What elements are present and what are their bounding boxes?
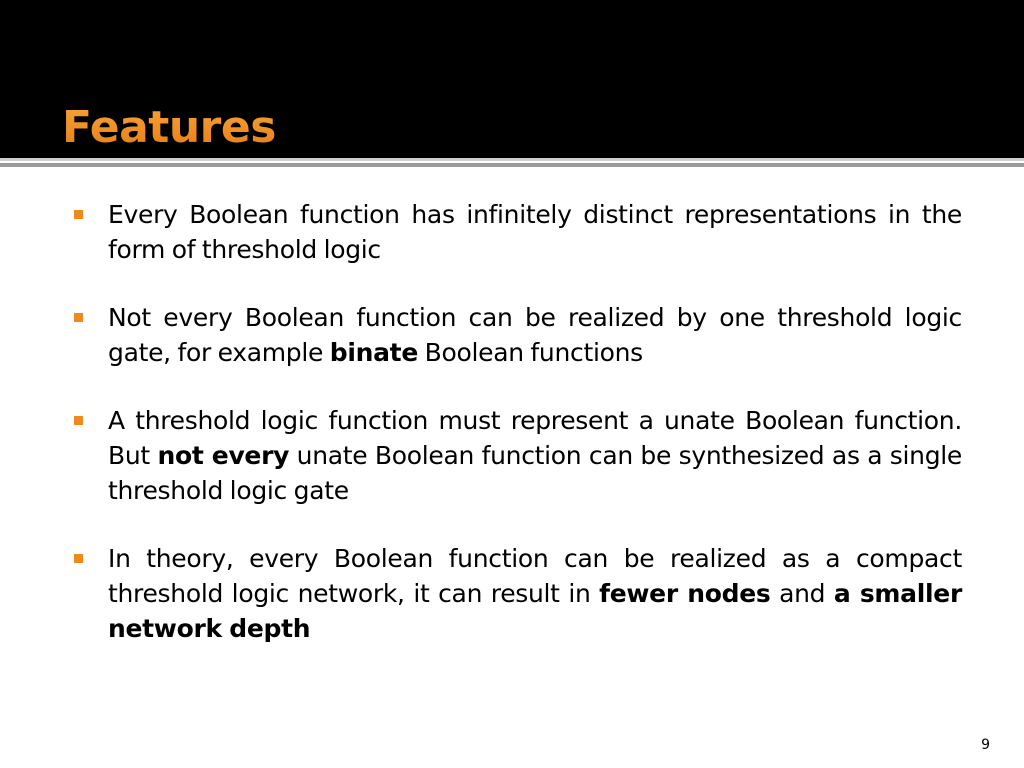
bullet-item — [70, 541, 962, 646]
orange-square-bullet-icon — [74, 210, 83, 219]
page-number: 9 — [981, 737, 990, 753]
bullet-item — [70, 197, 962, 267]
bullet-text: A threshold logic function must represent a unate Boolean function. But — [108, 406, 962, 470]
bullet-item — [70, 300, 962, 370]
bullet-list — [70, 197, 962, 679]
bullet-item — [70, 403, 962, 508]
bullet-text: Not every Boolean function can be realized by one threshold logic gate, for example — [108, 303, 962, 367]
orange-square-bullet-icon — [74, 416, 83, 425]
bullet-text: Every Boolean function has infinitely distinct representations in the form of threshold logic — [108, 200, 962, 264]
orange-square-bullet-icon — [74, 554, 83, 563]
bullet-emphasis: not every — [157, 441, 290, 470]
slide-title: Features — [62, 100, 276, 156]
bullet-text: unate Boolean function can be synthesized as a single threshold logic gate — [108, 441, 962, 505]
bullet-text: Boolean functions — [418, 338, 643, 367]
bullet-emphasis: binate — [329, 338, 418, 367]
orange-square-bullet-icon — [74, 313, 83, 322]
bullet-text: In theory, every Boolean function can be realized as a compact threshold logic network, it can result in — [108, 544, 962, 608]
bullet-emphasis: fewer nodes — [599, 579, 771, 608]
bullet-emphasis: a smaller network depth — [108, 579, 962, 643]
bullet-text: and — [770, 579, 834, 608]
title-divider — [0, 158, 1024, 167]
